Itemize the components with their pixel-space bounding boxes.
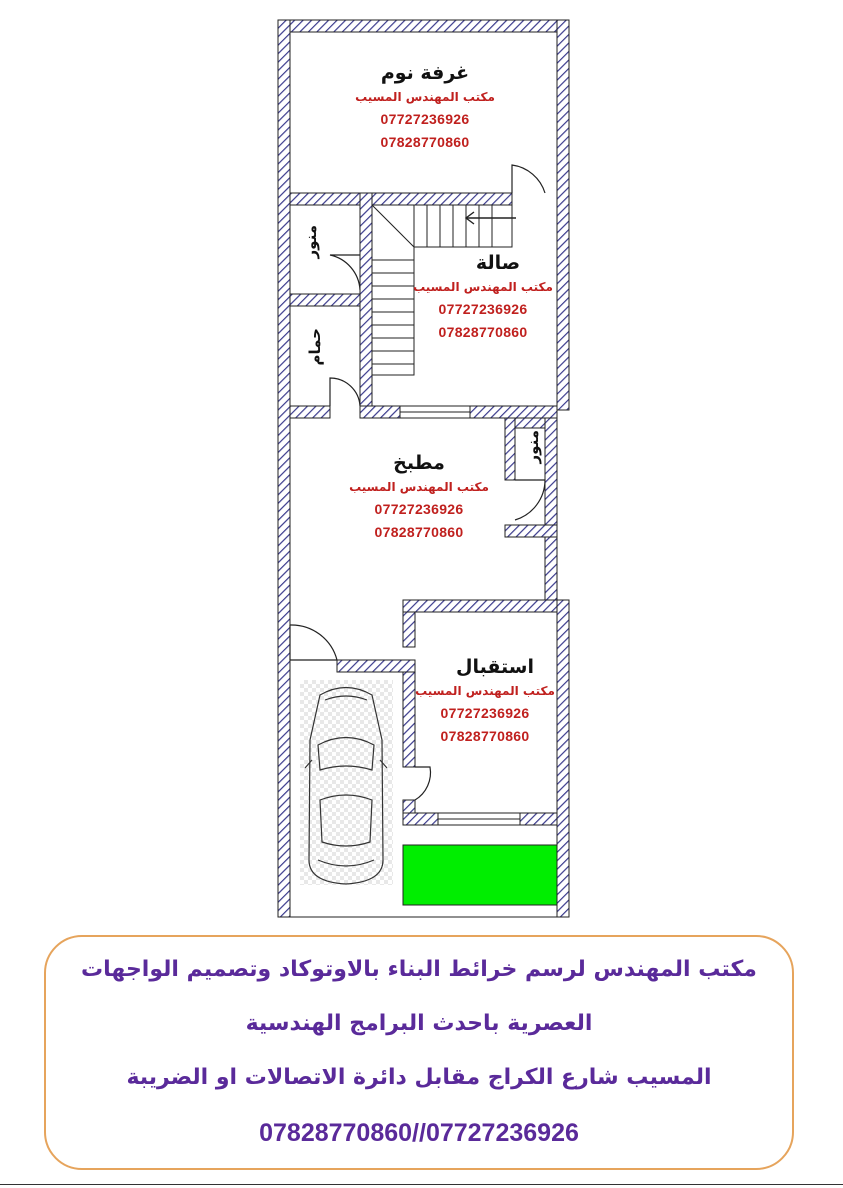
phone-number: 07727236926 [374, 501, 464, 517]
door-bathroom [330, 378, 360, 406]
office-name: مكتب المهندس المسيب [355, 90, 495, 104]
wall-skylight-bottom [290, 294, 360, 306]
wall-kitchen-top-left [290, 406, 330, 418]
phone-number: 07828770860 [374, 524, 464, 540]
office-info-box [44, 935, 794, 1170]
room-name: غرفة نوم [380, 62, 470, 84]
car [300, 680, 393, 885]
wall-kitchen-top-mid [360, 406, 400, 418]
room-reception [400, 656, 570, 744]
footer-line-3: المسيب شارع الكراج مقابل دائرة الاتصالات او الضريبة [126, 1065, 712, 1090]
phone-number: 07727236926 [438, 301, 528, 317]
room-hall [398, 252, 568, 340]
wall-column-right [360, 193, 372, 410]
bottom-rule [0, 1184, 843, 1185]
footer-line-1: مكتب المهندس لرسم خرائط البناء بالاوتوكاد وتصميم الواجهات [81, 957, 757, 982]
office-name: مكتب المهندس المسيب [413, 280, 553, 294]
wall-right-upper [557, 20, 569, 410]
door-skylight-right [515, 480, 545, 520]
wall-skylight-right-bottom [505, 525, 557, 537]
room-kitchen [334, 452, 504, 540]
skylight-top-label: منور [302, 225, 320, 259]
phone-number: 07828770860 [438, 324, 528, 340]
footer-line-2: العصرية باحدث البرامج الهندسية [245, 1011, 593, 1036]
wall-left [278, 20, 290, 917]
door-skylight-top [330, 255, 360, 290]
door-reception [415, 767, 430, 800]
wall-reception-bottom-right [520, 813, 557, 825]
office-name: مكتب المهندس المسيب [415, 684, 555, 698]
footer-phones: 07828770860//07727236926 [259, 1119, 579, 1147]
wall-recess-right [545, 410, 557, 600]
wall-right-lower [557, 600, 569, 917]
room-bedroom [340, 62, 510, 150]
bathroom-label: حمام [306, 328, 324, 366]
skylight-right-label: منور [524, 430, 542, 464]
wall-bedroom-bottom-right [360, 193, 512, 205]
garden-green-area [403, 845, 557, 905]
wall-top [278, 20, 569, 32]
office-name: مكتب المهندس المسيب [349, 480, 489, 494]
wall-bedroom-bottom-left [290, 193, 360, 205]
room-name: مطبخ [393, 452, 445, 474]
wall-reception-bottom-left [403, 813, 438, 825]
door-garage [290, 625, 337, 660]
phone-number: 07727236926 [380, 111, 470, 127]
wall-kitchen-top-right [470, 406, 557, 418]
room-name: استقبال [455, 656, 534, 678]
phone-number: 07828770860 [440, 728, 530, 744]
door-bedroom [512, 165, 545, 193]
wall-reception-left-upper [403, 612, 415, 647]
wall-skylight-right-side [505, 418, 515, 480]
phone-number: 07727236926 [440, 705, 530, 721]
room-name: صالة [475, 252, 521, 274]
phone-number: 07828770860 [380, 134, 470, 150]
wall-reception-top [403, 600, 557, 612]
